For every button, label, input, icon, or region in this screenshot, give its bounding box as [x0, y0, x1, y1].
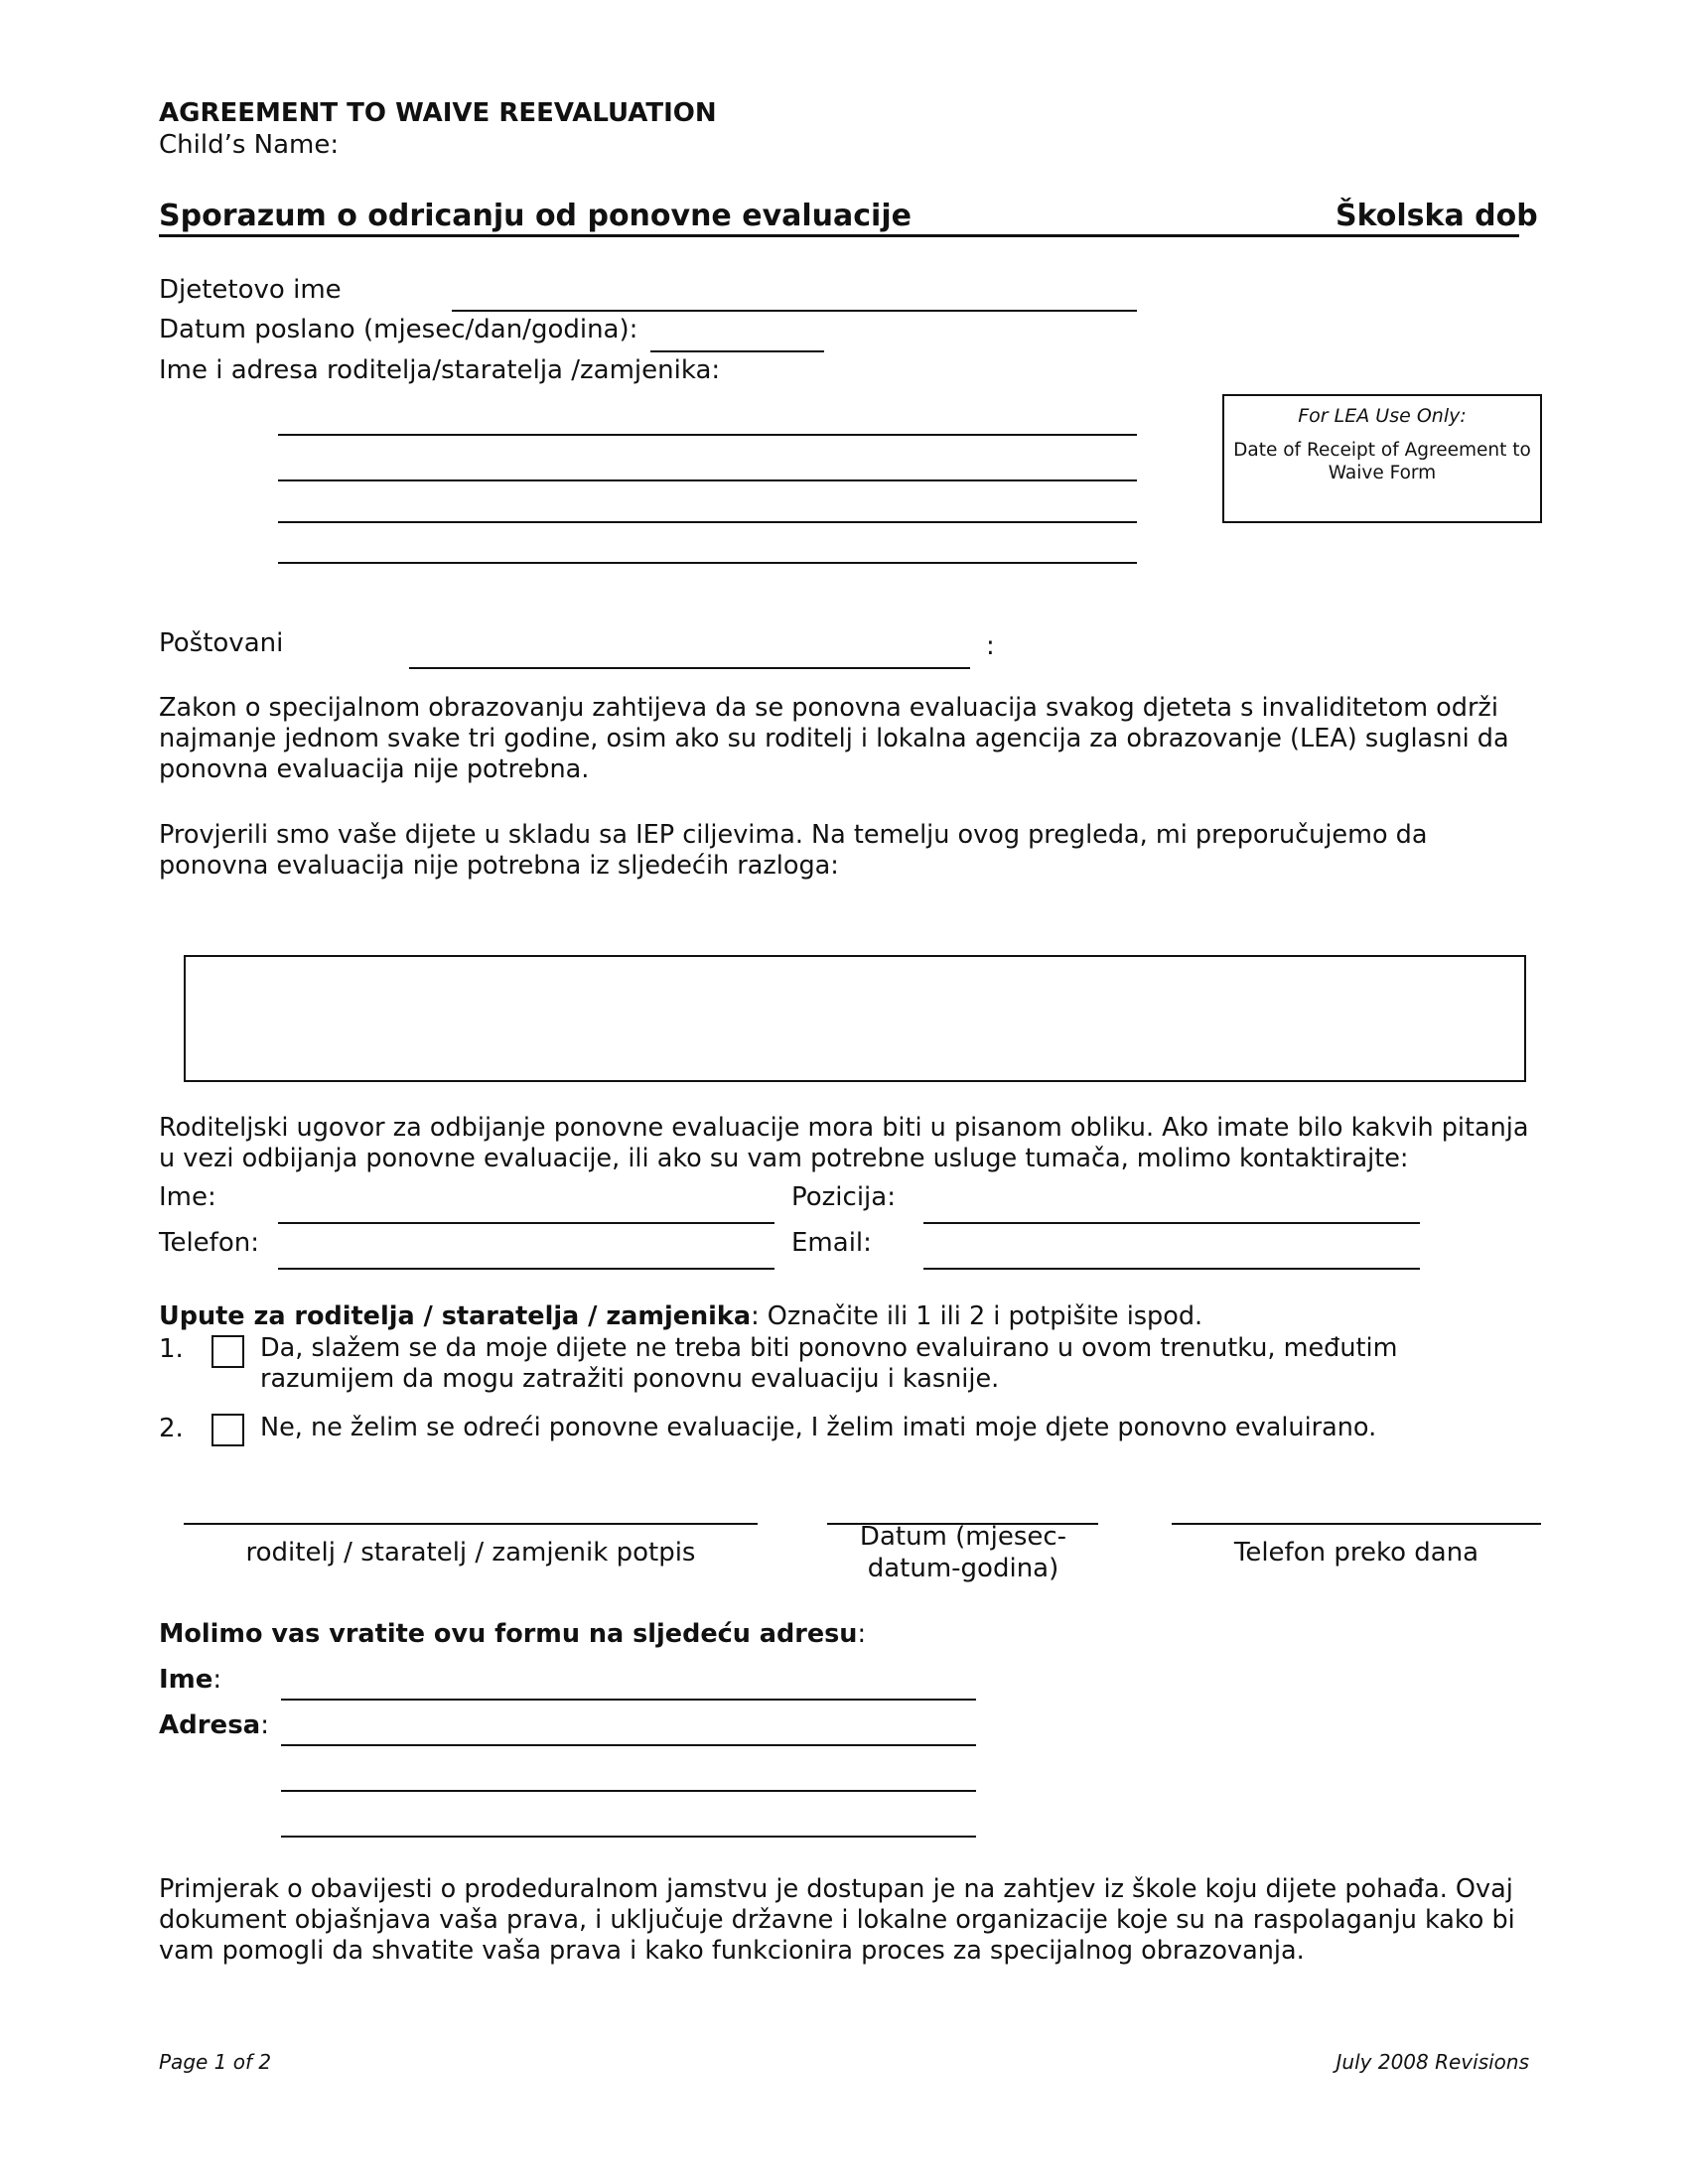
reasons-box[interactable] — [184, 955, 1526, 1082]
title-underline — [159, 234, 1519, 237]
return-address-line-3[interactable] — [281, 1836, 976, 1838]
address-line-2[interactable] — [278, 479, 1137, 481]
date-sent-line[interactable] — [650, 350, 824, 352]
return-heading-colon: : — [857, 1619, 867, 1649]
paragraph-review: Provjerili smo vaše dijete u skladu sa IEP ciljevima. Na temelju ovog pregleda, mi preporučujemo da ponovna evaluacija nije potrebna iz sljedećih razloga: — [159, 820, 1428, 881]
contact-phone-label: Telefon: — [159, 1228, 259, 1258]
option-2-checkbox[interactable] — [211, 1414, 244, 1446]
contact-name-label: Ime: — [159, 1182, 216, 1212]
date-sent-label: Datum poslano (mjesec/dan/godina): — [159, 315, 638, 344]
address-line-1[interactable] — [278, 434, 1137, 436]
contact-email-label: Email: — [791, 1228, 872, 1258]
option-1-checkbox[interactable] — [211, 1335, 244, 1368]
page-number: Page 1 of 2 — [159, 2050, 272, 2074]
return-heading-text: Molimo vas vratite ovu formu na sljedeću adresu — [159, 1619, 858, 1649]
header-title: AGREEMENT TO WAIVE REEVALUATION — [159, 98, 717, 128]
form-title: Sporazum o odricanju od ponovne evaluacije — [159, 199, 912, 233]
return-address-line-2[interactable] — [281, 1790, 976, 1792]
return-address-label-colon: : — [260, 1710, 269, 1740]
lea-use-box — [1222, 394, 1542, 523]
instructions — [159, 1300, 1202, 1332]
contact-phone-line[interactable] — [278, 1268, 774, 1270]
address-line-4[interactable] — [278, 562, 1137, 564]
daytime-phone-line[interactable] — [1172, 1523, 1541, 1525]
return-address-line-1[interactable] — [281, 1744, 976, 1746]
salutation-colon: : — [986, 631, 995, 661]
contact-name-line[interactable] — [278, 1222, 774, 1224]
parent-name-address-label: Ime i adresa roditelja/staratelja /zamjenika: — [159, 355, 721, 385]
paragraph-contact: Roditeljski ugovor za odbijanje ponovne evaluacije mora biti u pisanom obliku. Ako imate bilo kakvih pitanja u vezi odbijanja ponovne evaluacije, ili ako su vam potrebne usluge tumača, molimo kontaktirajte: — [159, 1113, 1529, 1173]
return-address-label-text: Adresa — [159, 1710, 261, 1740]
option-1-number: 1. — [159, 1334, 184, 1364]
daytime-phone-caption: Telefon preko dana — [1233, 1538, 1479, 1568]
child-name-line[interactable] — [452, 310, 1137, 312]
salutation-label: Poštovani — [159, 628, 284, 658]
child-name-label-en: Child’s Name: — [159, 130, 340, 160]
contact-position-line[interactable] — [923, 1222, 1420, 1224]
return-name-label — [159, 1664, 221, 1696]
option-2-number: 2. — [159, 1414, 184, 1443]
return-name-label-text: Ime — [159, 1665, 213, 1695]
paragraph-law: Zakon o specijalnom obrazovanju zahtijeva da se ponovna evaluacija svakog djeteta s invaliditetom održi najmanje jednom svake tri godine, osim ako su roditelj i lokalna agencija za obrazovanje (LEA) suglasni da ponovna evaluacija nije potrebna. — [159, 693, 1509, 784]
revision-note: July 2008 Revisions — [1336, 2050, 1529, 2074]
form-age-group: Školska dob — [1336, 199, 1538, 233]
signature-line[interactable] — [184, 1523, 758, 1525]
contact-position-label: Pozicija: — [791, 1182, 896, 1212]
option-2-text: Ne, ne želim se odreći ponovne evaluacije, I želim imati moje djete ponovno evaluirano. — [260, 1413, 1377, 1442]
return-name-label-colon: : — [212, 1665, 222, 1695]
signature-caption: roditelj / staratelj / zamjenik potpis — [245, 1538, 696, 1568]
salutation-line[interactable] — [409, 667, 970, 669]
address-line-3[interactable] — [278, 521, 1137, 523]
option-1-text: Da, slažem se da moje dijete ne treba biti ponovno evaluirano u ovom trenutku, međutim razumijem da mogu zatražiti ponovnu evaluaciju i kasnije. — [260, 1333, 1398, 1394]
date-caption: Datum (mjesec-datum-godina) — [859, 1522, 1067, 1583]
lea-box-text: Date of Receipt of Agreement to Waive Form — [1233, 440, 1531, 483]
instructions-heading: Upute za roditelja / staratelja / zamjenika — [159, 1301, 752, 1331]
contact-email-line[interactable] — [923, 1268, 1420, 1270]
return-name-line[interactable] — [281, 1699, 976, 1701]
return-address-label — [159, 1709, 269, 1741]
return-heading — [159, 1618, 866, 1650]
lea-box-heading: For LEA Use Only: — [1298, 405, 1467, 427]
procedural-safeguards-paragraph: Primjerak o obavijesti o prodeduralnom jamstvu je dostupan je na zahtjev iz škole koju dijete pohađa. Ovaj dokument objašnjava vaša prava, i uključuje državne i lokalne organizacije koje su na raspolaganju kako bi vam pomogli da shvatite vaša prava i kako funkcionira proces za specijalnog obrazovanja. — [159, 1874, 1515, 1966]
instructions-text: : Označite ili 1 ili 2 i potpišite ispod. — [751, 1301, 1203, 1331]
child-name-label: Djetetovo ime — [159, 275, 342, 305]
